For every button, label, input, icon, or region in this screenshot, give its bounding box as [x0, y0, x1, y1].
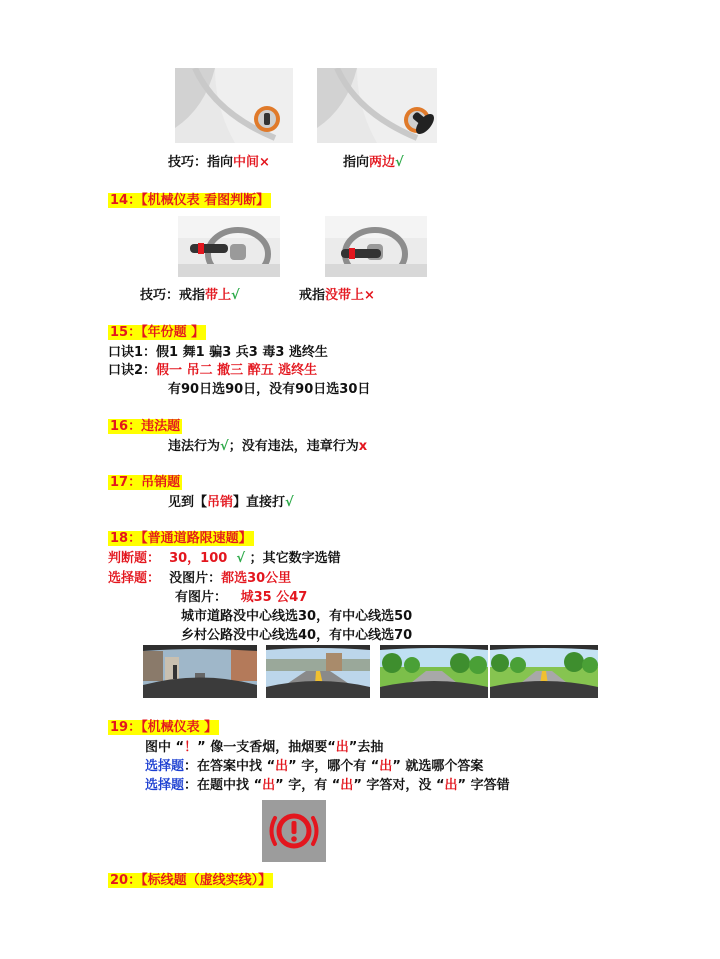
s16-heading: 16：违法题 — [110, 419, 181, 434]
s18-rural-rule: 乡村公路没中心线选40，有中心线选70 — [181, 628, 413, 643]
s18-choice: 选择题： 没图片：都选30公里 — [108, 571, 292, 586]
brake-warning-icon — [262, 800, 326, 862]
rural-road-centerline-photo — [490, 645, 598, 698]
s19-line3: 选择题：在题中找 “出” 字，有 “出” 字答对，没 “出” 字答错 — [145, 778, 510, 793]
s18-judge: 判断题： 30，100 √ ；其它数字选错 — [108, 551, 341, 566]
check-icon: √ — [231, 288, 240, 303]
s15-line3: 有90日选90日，没有90日选30日 — [168, 382, 371, 397]
s13-tip-wrong: 技巧：指向中间× — [168, 155, 270, 170]
city-road-photo — [143, 645, 257, 698]
check-icon: √ — [395, 155, 404, 170]
s20-heading: 20：【标线题（虚线实线）】 — [110, 873, 272, 888]
s17-heading: 17：吊销题 — [110, 475, 181, 490]
s14-tip-right: 技巧：戒指带上√ — [140, 288, 240, 303]
wiper-stalk-photo-right — [325, 216, 427, 277]
s18-heading: 18：【普通道路限速题】 — [110, 531, 252, 546]
s15-heading: 15：【年份题 】 — [110, 325, 205, 340]
s17-body: 见到【吊销】直接打√ — [168, 495, 294, 510]
ignition-photo-left — [175, 68, 293, 143]
s18-city-rule: 城市道路没中心线选30，有中心线选50 — [181, 609, 413, 624]
rural-road-photo — [380, 645, 488, 698]
s19-line1: 图中 “！” 像一支香烟，抽烟要“出”去抽 — [145, 740, 384, 755]
s16-body: 违法行为√；没有违法，违章行为x — [168, 439, 368, 454]
check-icon: √ — [236, 551, 246, 566]
check-icon: √ — [285, 495, 294, 510]
city-road-centerline-photo — [266, 645, 370, 698]
s14-heading: 14：【机械仪表 看图判断】 — [110, 193, 270, 208]
s15-line2: 口诀2：假一 吊二 撤三 醉五 逃终生 — [108, 363, 318, 378]
wiper-stalk-photo-left — [178, 216, 280, 277]
ignition-photo-right — [317, 68, 437, 143]
s18-pic: 有图片： 城35 公47 — [175, 590, 308, 605]
s14-tip-wrong: 戒指没带上× — [299, 288, 375, 303]
s19-heading: 19：【机械仪表 】 — [110, 720, 218, 735]
check-icon: √ — [220, 439, 229, 454]
s13-tip-right: 指向两边√ — [343, 155, 404, 170]
s19-line2: 选择题：在答案中找 “出” 字，哪个有 “出” 就选哪个答案 — [145, 759, 484, 774]
s15-line1: 口诀1：假1 舞1 骗3 兵3 毒3 逃终生 — [108, 345, 328, 360]
